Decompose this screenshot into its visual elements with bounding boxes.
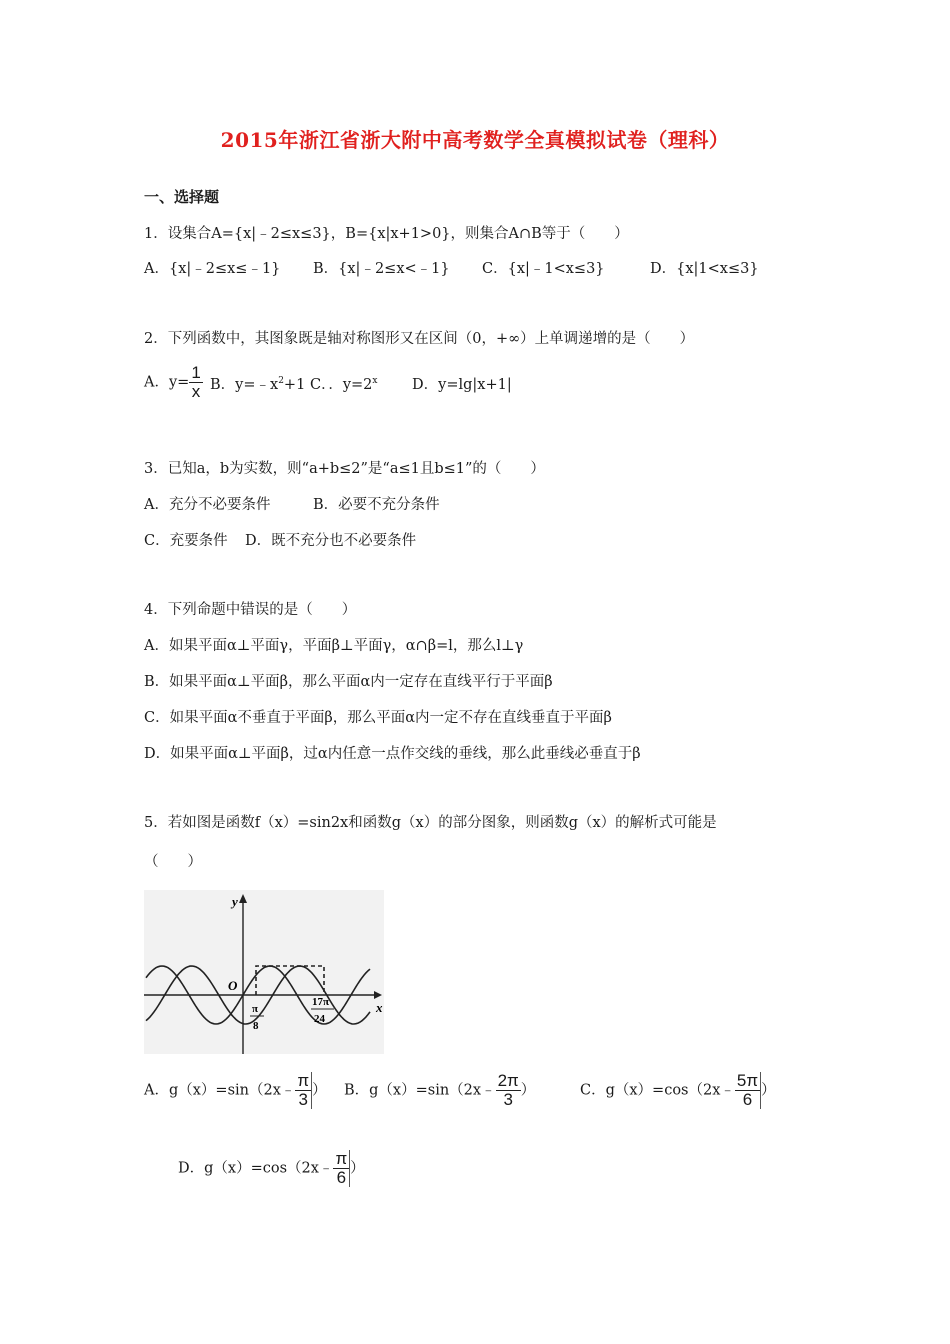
origin-label: O: [228, 978, 238, 993]
function-graph: [144, 890, 384, 1054]
q3-option-c: C．充要条件: [144, 533, 228, 549]
tick-1-denominator: 8: [253, 1020, 259, 1032]
q2-a-numerator: 1: [191, 363, 201, 382]
q2-b-exponent: 2: [278, 376, 284, 387]
page-title: 2015年浙江省浙大附中高考数学全真模拟试卷（理科）: [220, 128, 730, 152]
q3-option-a: A．充分不必要条件: [144, 497, 271, 513]
q5-b-numerator: 2π: [497, 1071, 519, 1090]
q4-option-c: C．如果平面α不垂直于平面β，那么平面α内一定不存在直线垂直于平面β: [144, 710, 612, 726]
q3-option-b: B．必要不充分条件: [313, 497, 440, 513]
q2-b-suffix: +1: [283, 377, 306, 393]
q5-c-denominator: 6: [735, 1090, 760, 1109]
q2-c-prefix: C．．y=2: [310, 377, 373, 393]
tick-1-numerator: π: [252, 1003, 259, 1015]
q5-a-denominator: 3: [295, 1090, 311, 1109]
q5-d-denominator: 6: [333, 1168, 349, 1187]
q2-a-prefix: A．y=: [144, 374, 190, 391]
q5-d-numerator: π: [335, 1149, 348, 1168]
q3-option-d: D．既不充分也不必要条件: [245, 533, 417, 549]
q5-answer-paren: （ ）: [144, 854, 202, 870]
q2-option-d: D．y=lg|x+1|: [412, 377, 512, 393]
q2-option-b: [210, 373, 305, 394]
q2-b-prefix: B．y=﹣x: [210, 377, 279, 393]
q5-a-fraction: [295, 1072, 312, 1109]
tick-2-denominator: 24: [314, 1013, 325, 1025]
x-axis-label: x: [376, 1000, 383, 1015]
q1-option-a: A．{x|﹣2≤x≤﹣1}: [144, 261, 281, 277]
q5-option-d: [178, 1150, 365, 1187]
q4-option-d: D．如果平面α⊥平面β，过α内任意一点作交线的垂线，那么此垂线必垂直于β: [144, 746, 641, 762]
q2-option-a: [144, 364, 203, 401]
question-2-stem: 2．下列函数中，其图象既是轴对称图形又在区间（0，+∞）上单调递增的是（ ）: [144, 331, 695, 347]
q1-option-c: C．{x|﹣1<x≤3}: [482, 261, 605, 277]
q5-d-fraction: [333, 1150, 350, 1187]
question-1-stem: 1．设集合A={x|﹣2≤x≤3}，B={x|x+1>0}，则集合A∩B等于（ ）: [144, 226, 629, 242]
q5-a-numerator: π: [297, 1071, 310, 1090]
q5-b-denominator: 3: [496, 1090, 521, 1109]
q5-c-fraction: [735, 1072, 761, 1109]
question-3-stem: 3．已知a，b为实数，则“a+b≤2”是“a≤1且b≤1”的（ ）: [144, 461, 545, 477]
q1-option-d: D．{x|1<x≤3}: [650, 261, 759, 277]
section-heading: 一、选择题: [144, 188, 220, 206]
tick-2-numerator: 17π: [312, 996, 330, 1008]
question-5-stem: 5．若如图是函数f（x）=sin2x和函数g（x）的部分图象，则函数g（x）的解析式可能是: [144, 815, 717, 831]
q2-option-c: [310, 373, 378, 394]
q4-option-b: B．如果平面α⊥平面β，那么平面α内一定存在直线平行于平面β: [144, 674, 553, 690]
q5-option-c: [580, 1072, 776, 1109]
q5-b-suffix: ）: [520, 1082, 536, 1099]
y-axis-label: y: [232, 894, 238, 909]
q2-a-denominator: x: [189, 382, 202, 401]
q2-a-fraction: [189, 364, 202, 401]
question-4-stem: 4．下列命题中错误的是（ ）: [144, 602, 357, 618]
q5-c-prefix: C．g（x）=cos（2x﹣: [580, 1082, 735, 1099]
q5-d-suffix: ）: [350, 1160, 365, 1177]
q5-option-b: [344, 1072, 535, 1109]
q5-d-prefix: D．g（x）=cos（2x﹣: [178, 1160, 334, 1177]
q2-c-exponent: x: [372, 376, 378, 387]
q5-b-prefix: B．g（x）=sin（2x﹣: [344, 1082, 496, 1099]
q4-option-a: A．如果平面α⊥平面γ，平面β⊥平面γ，α∩β=l，那么l⊥γ: [144, 638, 524, 654]
q5-a-prefix: A．g（x）=sin（2x﹣: [144, 1082, 296, 1099]
q5-c-suffix: ）: [761, 1082, 776, 1099]
q5-option-a: [144, 1072, 327, 1109]
q5-a-suffix: ）: [312, 1082, 327, 1099]
q5-b-fraction: [496, 1072, 521, 1109]
q5-c-numerator: 5π: [736, 1071, 759, 1090]
q1-option-b: B．{x|﹣2≤x<﹣1}: [313, 261, 450, 277]
